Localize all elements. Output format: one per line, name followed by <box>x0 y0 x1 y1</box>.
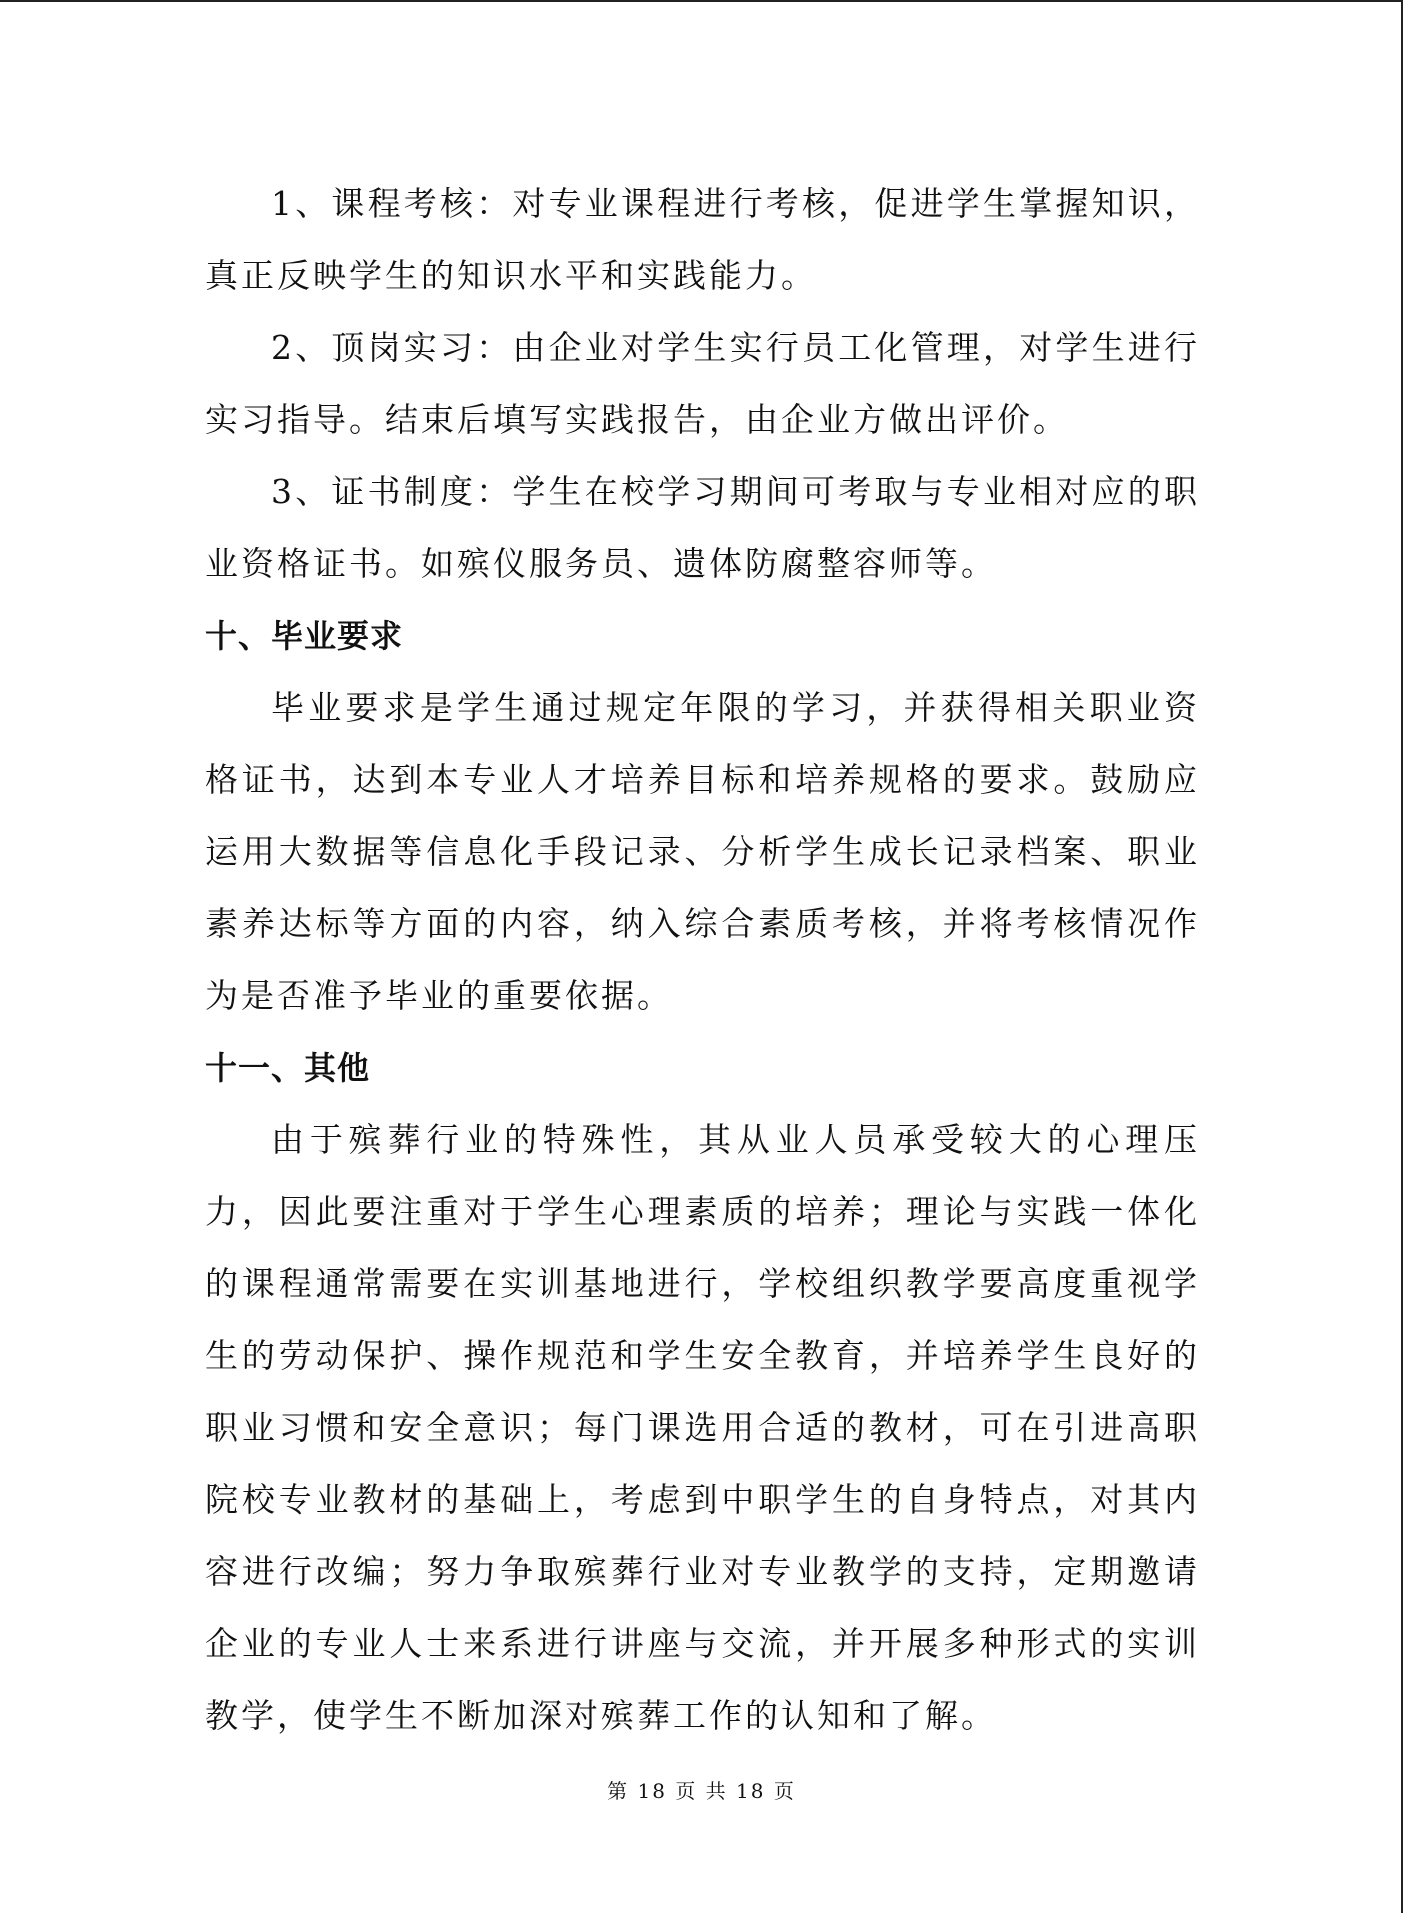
section-heading-graduation: 十、毕业要求 <box>205 617 404 655</box>
assessment-item-course: 1、课程考核：对专业课程进行考核，促进学生掌握知识，真正反映学生的知识水平和实践能力。 <box>205 184 1200 295</box>
section-heading-other: 十一、其他 <box>205 1049 371 1087</box>
section-body-graduation: 毕业要求是学生通过规定年限的学习，并获得相关职业资格证书，达到本专业人才培养目标和培养规格的要求。鼓励应运用大数据等信息化手段记录、分析学生成长记录档案、职业素养达标等方面的内容，纳入综合素质考核，并将考核情况作为是否准予毕业的重要依据。 <box>205 688 1200 1015</box>
section-body-other: 由于殡葬行业的特殊性，其从业人员承受较大的心理压力，因此要注重对于学生心理素质的培养；理论与实践一体化的课程通常需要在实训基地进行，学校组织教学要高度重视学生的劳动保护、操作规范和学生安全教育，并培养学生良好的职业习惯和安全意识；每门课选用合适的教材，可在引进高职院校专业教材的基础上，考虑到中职学生的自身特点，对其内容进行改编；努力争取殡葬行业对专业教学的支持，定期邀请企业的专业人士来系进行讲座与交流，并开展多种形式的实训教学，使学生不断加深对殡葬工作的认知和了解。 <box>205 1120 1200 1735</box>
page-number-footer: 第 18 页 共 18 页 <box>607 1779 796 1803</box>
page-content <box>205 168 1200 1752</box>
assessment-item-certificate: 3、证书制度：学生在校学习期间可考取与专业相对应的职业资格证书。如殡仪服务员、遗体防腐整容师等。 <box>205 472 1200 583</box>
assessment-item-internship: 2、顶岗实习：由企业对学生实行员工化管理，对学生进行实习指导。结束后填写实践报告，由企业方做出评价。 <box>205 328 1200 439</box>
